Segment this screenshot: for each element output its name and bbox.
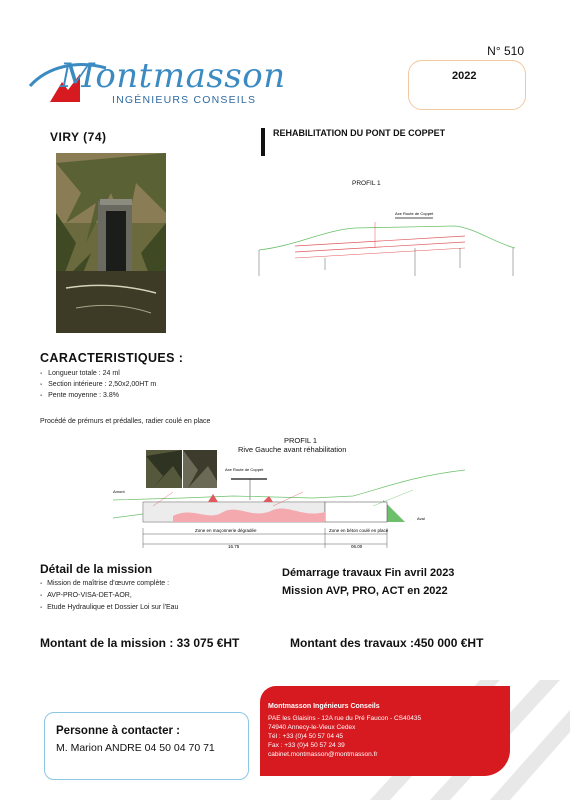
zone-left-label: Zone en maçonnerie dégradée	[195, 528, 257, 533]
logo-wordmark: Montmasson	[60, 56, 286, 96]
zone-right-label: Zone en béton coulé en place	[329, 528, 389, 533]
company-name: Montmasson Ingénieurs Conseils	[268, 703, 380, 710]
logo-subtitle: INGÉNIEURS CONSEILS	[112, 94, 257, 106]
profile-drawing-small	[255, 188, 517, 280]
address-line: 74940 Annecy-le-Vieux Cedex	[268, 724, 356, 731]
mission-item: ▪ Etude Hydraulique et Dossier Loi sur l'Eau	[40, 604, 178, 611]
characteristics-heading: CARACTERISTIQUES :	[40, 351, 184, 365]
dim-left: 16.75	[228, 544, 240, 549]
email-link[interactable]: cabinet.montmasson@montmasson.fr	[268, 751, 378, 758]
mission-amount: Montant de la mission : 33 075 €HT	[40, 636, 240, 650]
procedure-text: Procédé de prémurs et prédalles, radier coulé en place	[40, 418, 211, 425]
works-amount: Montant des travaux :450 000 €HT	[290, 636, 484, 650]
mission-item: ▪ AVP-PRO-VISA-DET-AOR,	[40, 592, 132, 599]
drawing2-title: PROFIL 1	[284, 436, 318, 445]
project-location: VIRY (74)	[50, 130, 107, 144]
dim-right: 06.00	[351, 544, 363, 549]
drawing1-road-label: Axe Route de Coppet	[395, 211, 434, 216]
fax-line: Fax : +33 (0)4 50 57 24 39	[268, 742, 345, 749]
company-block	[260, 686, 510, 776]
project-title: REHABILITATION DU PONT DE COPPET	[273, 128, 446, 138]
contact-heading: Personne à contacter :	[56, 725, 180, 737]
bridge-photo	[56, 153, 166, 333]
works-start: Démarrage travaux Fin avril 2023	[282, 567, 455, 579]
drawing2-road-label: Axe Route de Coppet	[225, 467, 264, 472]
mission-item: ▪ Mission de maîtrise d'œuvre complète :	[40, 580, 169, 587]
reference-number: N° 510	[487, 44, 524, 58]
phone-line: Tél : +33 (0)4 50 57 04 45	[268, 733, 343, 740]
drawing2-subtitle: Rive Gauche avant réhabilitation	[238, 445, 347, 454]
address-line: PAE les Glaisins - 12A rue du Pré Faucon - CS40435	[268, 715, 422, 722]
aval-label: Aval	[417, 516, 425, 521]
year-box	[408, 60, 526, 110]
characteristic-item: ▪ Longueur totale : 24 ml	[40, 370, 120, 377]
year: 2022	[452, 70, 477, 82]
mission-summary: Mission AVP, PRO, ACT en 2022	[282, 585, 448, 597]
profile-drawing-large	[113, 436, 468, 556]
contact-value: M. Marion ANDRE 04 50 04 70 71	[56, 742, 215, 754]
characteristic-item: ▪ Section intérieure : 2,50x2,00HT m	[40, 381, 156, 388]
mission-heading: Détail de la mission	[40, 562, 153, 576]
drawing1-label: PROFIL 1	[352, 180, 381, 187]
characteristic-item: ▪ Pente moyenne : 3.8%	[40, 392, 119, 399]
title-accent-bar	[261, 128, 265, 156]
amont-label: Amont	[113, 489, 125, 494]
